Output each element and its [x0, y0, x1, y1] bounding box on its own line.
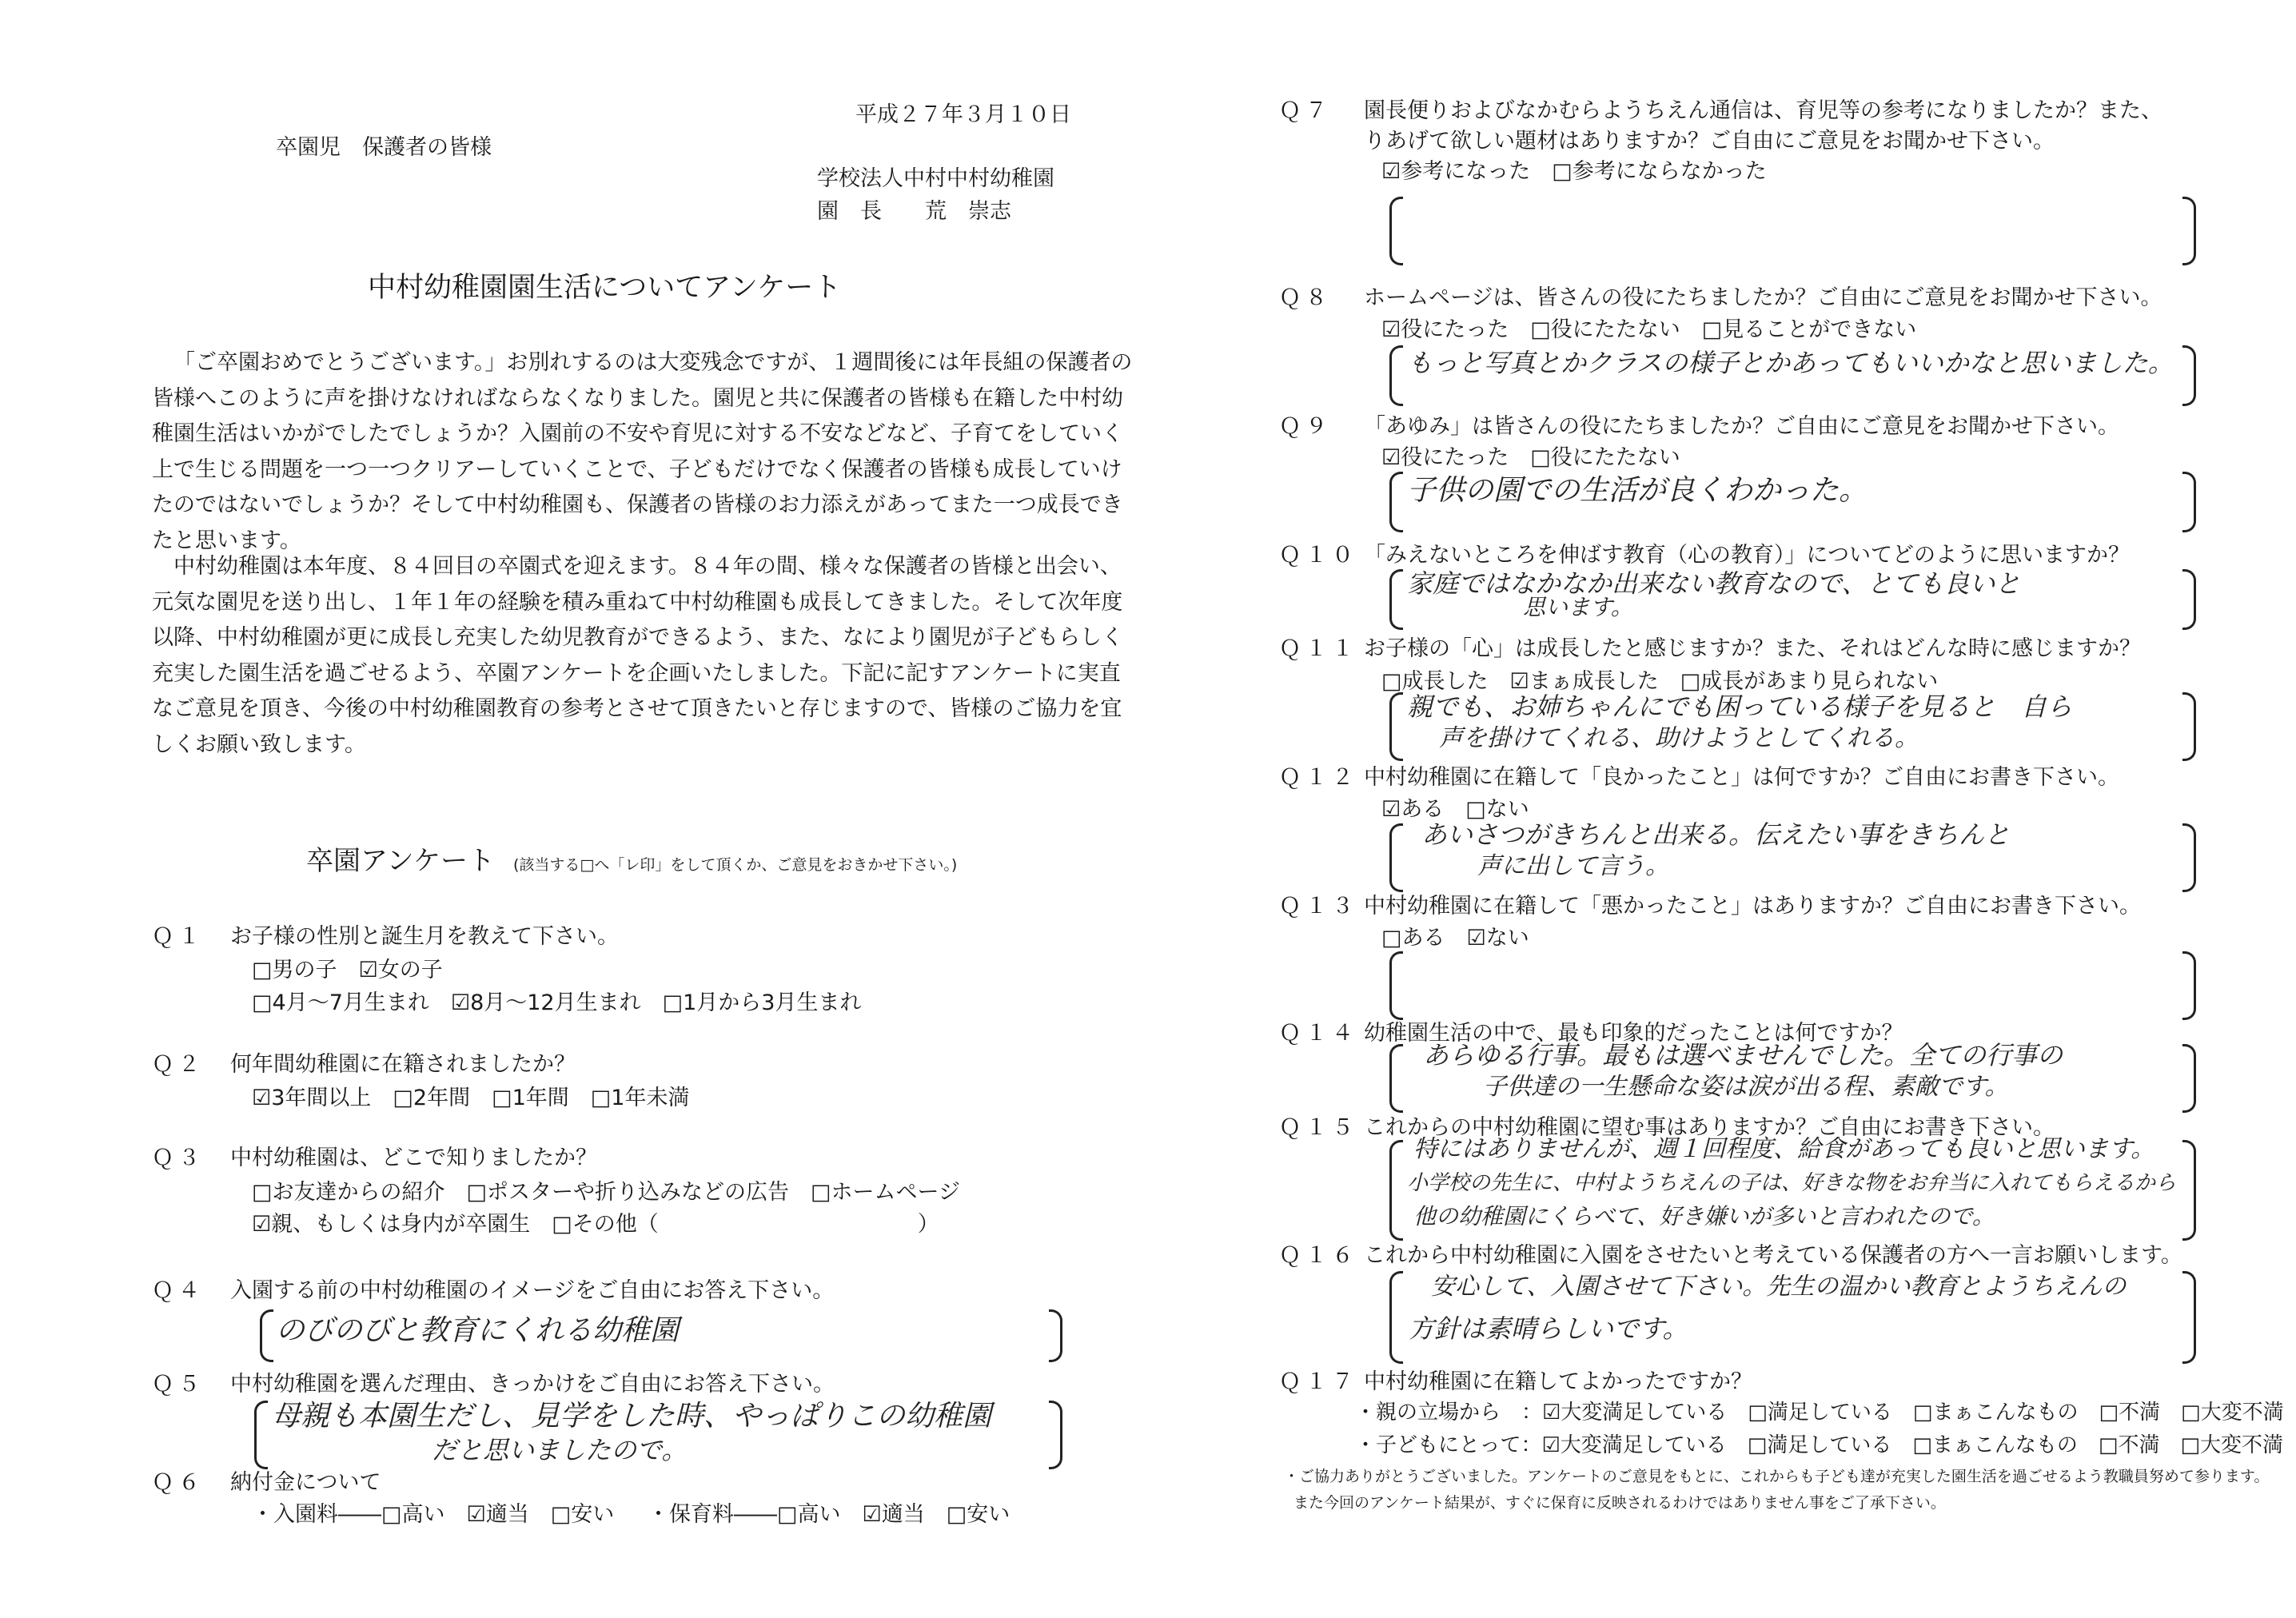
q9-options: ☑役にたった □役にたたない [1381, 445, 1680, 470]
q16-answer-bracket-left [1389, 1271, 1403, 1364]
q10-handwritten-answer-1: 家庭ではなかなか出来ない教育なので、とても良いと [1407, 568, 2021, 599]
q10-answer-bracket-left [1389, 569, 1403, 630]
q15-number: Ｑ１５ [1279, 1115, 1358, 1140]
q14-handwritten-answer-1: あらゆる行事。最もは選べませんでした。全ての行事の [1423, 1040, 2063, 1070]
q4-answer-bracket-right [1049, 1309, 1062, 1362]
q2-options: ☑3年間以上 □2年間 □1年間 □1年未満 [252, 1086, 690, 1110]
q1-options-birth: □4月～7月生まれ ☑8月～12月生まれ □1月から3月生まれ [252, 990, 862, 1015]
q8-answer-bracket-right [2182, 345, 2196, 406]
q15-question: これからの中村幼稚園に望む事はありますか？ご自由にお書き下さい。 [1364, 1115, 2055, 1140]
q12-answer-bracket-left [1389, 823, 1403, 892]
q12-answer-bracket-right [2182, 823, 2196, 892]
school-name: 学校法人中村中村幼稚園 [817, 166, 1054, 191]
q5-number: Ｑ５ [152, 1372, 205, 1397]
q3-options-1: □お友達からの紹介 □ポスターや折り込みなどの広告 □ホームページ [252, 1180, 960, 1205]
q2-question: 何年間幼稚園に在籍されましたか？ [230, 1052, 576, 1077]
q5-handwritten-answer-1: 母親も本園生だし、見学をした時、やっぱりこの幼稚園 [272, 1400, 992, 1433]
q11-answer-bracket-left [1389, 692, 1403, 761]
q6-options-entrance: ・入園料――□高い ☑適当 □安い [252, 1502, 615, 1527]
q9-number: Ｑ９ [1279, 414, 1332, 439]
q9-question: 「あゆみ」は皆さんの役にたちましたか？ご自由にご意見をお聞かせ下さい。 [1364, 414, 2119, 439]
q12-question: 中村幼稚園に在籍して「良かったこと」は何ですか？ご自由にお書き下さい。 [1364, 765, 2119, 790]
q3-options-2: ☑親、もしくは身内が卒園生 □その他（ ） [252, 1212, 939, 1237]
footer-note-1: ・ご協力ありがとうございました。アンケートのご意見をもとに、これからも子ども達が充実した園生活を過ごせるよう教職員努めて参ります。 [1284, 1468, 2270, 1485]
q5-answer-bracket-right [1049, 1401, 1062, 1469]
q13-number: Ｑ１３ [1279, 894, 1358, 919]
q16-handwritten-answer-2: 方針は素晴らしいです。 [1409, 1313, 1688, 1344]
q14-answer-bracket-left [1389, 1044, 1403, 1113]
q11-question: お子様の「心」は成長したと感じますか？また、それはどんな時に感じますか？ [1364, 636, 2141, 661]
q6-options-tuition: ・保育料――□高い ☑適当 □安い [648, 1502, 1010, 1527]
q6-number: Ｑ６ [152, 1470, 205, 1495]
q16-number: Ｑ１６ [1279, 1243, 1358, 1268]
page-title: 中村幼稚園園生活についてアンケート [368, 272, 842, 304]
q14-answer-bracket-right [2182, 1044, 2196, 1113]
q11-handwritten-answer-1: 親でも、お姉ちゃんにでも困っている様子を見ると 自ら [1407, 691, 2073, 722]
q12-number: Ｑ１２ [1279, 765, 1358, 790]
q11-handwritten-answer-2: 声を掛けてくれる、助けようとしてくれる。 [1439, 724, 1919, 752]
q14-handwritten-answer-2: 子供達の一生懸命な姿は涙が出る程、素敵です。 [1483, 1073, 2009, 1101]
survey-title: 卒園アンケート [306, 845, 495, 877]
q10-handwritten-answer-2: 思います。 [1523, 594, 1633, 620]
q15-answer-bracket-left [1389, 1140, 1403, 1241]
q14-question: 幼稚園生活の中で、最も印象的だったことは何ですか？ [1364, 1021, 1903, 1046]
q4-answer-bracket-left [260, 1309, 273, 1362]
q11-options: □成長した ☑まぁ成長した □成長があまり見られない [1381, 669, 1939, 694]
q8-options: ☑役にたった □役にたたない □見ることができない [1381, 317, 1917, 342]
q6-question: 納付金について [230, 1470, 381, 1495]
q8-handwritten-answer: もっと写真とかクラスの様子とかあってもいいかなと思いました。 [1407, 348, 2174, 378]
q8-question: ホームページは、皆さんの役にたちましたか？ご自由にご意見をお聞かせ下さい。 [1364, 285, 2162, 310]
footer-note-2: また今回のアンケート結果が、すぐに保育に反映されるわけではありません事をご了承下さい。 [1293, 1494, 1946, 1512]
q10-number: Ｑ１０ [1279, 543, 1358, 568]
q17-options-parent: ・親の立場から ：☑大変満足している □満足している □まぁこんなもの □不満 □大変不満 [1355, 1401, 2284, 1425]
q5-handwritten-answer-2: だと思いましたので。 [432, 1435, 688, 1465]
q7-answer-bracket-right [2182, 197, 2196, 265]
q7-options: ☑参考になった □参考にならなかった [1381, 159, 1767, 184]
q17-question: 中村幼稚園に在籍してよかったですか？ [1364, 1369, 1752, 1394]
recipient: 卒園児 保護者の皆様 [276, 135, 492, 160]
q11-answer-bracket-right [2182, 692, 2196, 761]
q9-answer-bracket-left [1389, 472, 1403, 532]
q12-handwritten-answer-2: 声に出して言う。 [1477, 852, 1669, 880]
q4-number: Ｑ４ [152, 1278, 205, 1303]
q5-answer-bracket-left [254, 1401, 268, 1469]
q13-answer-bracket-right [2182, 951, 2196, 1020]
intro-paragraph-1: 「ご卒園おめでとうございます。」お別れするのは大変残念ですが、１週間後には年長組の保護者の皆様へこのように声を掛けなければならなくなりました。園児と共に保護者の皆様も在籍した中村幼稚園生活はいかがでしたでしょうか？入園前の不安や育児に対する不安などなど、子育てをしていく上で生じる問題を一つ一つクリアーしていくことで、子どもだけでなく保護者の皆様も成長していけたのではないでしょうか？そして中村幼稚園も、保護者の皆様のお力添えがあってまた一つ成長できたと思います。 [152, 350, 1133, 553]
q15-handwritten-answer-3: 他の幼稚園にくらべて、好き嫌いが多いと言われたので。 [1413, 1203, 1995, 1229]
q9-answer-bracket-right [2182, 472, 2196, 532]
q7-question-1: 園長便りおよびなかむらようちえん通信は、育児等の参考になりましたか？また、 [1364, 98, 2162, 123]
q13-options: □ある ☑ない [1381, 926, 1529, 950]
q14-number: Ｑ１４ [1279, 1021, 1358, 1046]
q10-answer-bracket-right [2182, 569, 2196, 630]
q8-answer-bracket-left [1389, 345, 1403, 406]
q1-question: お子様の性別と誕生月を教えて下さい。 [230, 924, 619, 949]
q3-number: Ｑ３ [152, 1146, 205, 1170]
principal-name: 園 長 荒 崇志 [817, 199, 1011, 224]
q7-number: Ｑ７ [1279, 98, 1332, 123]
q13-question: 中村幼稚園に在籍して「悪かったこと」はありますか？ご自由にお書き下さい。 [1364, 894, 2141, 919]
q13-answer-bracket-left [1389, 951, 1403, 1020]
q4-question: 入園する前の中村幼稚園のイメージをご自由にお答え下さい。 [230, 1278, 835, 1303]
q9-handwritten-answer: 子供の園での生活が良くわかった。 [1407, 474, 1868, 507]
q4-handwritten-answer: のびのびと教育にくれる幼稚園 [276, 1314, 680, 1347]
q8-number: Ｑ８ [1279, 285, 1332, 310]
document-date: 平成２７年３月１０日 [855, 102, 1071, 127]
q16-handwritten-answer-1: 安心して、入園させて下さい。先生の温かい教育とようちえんの [1431, 1273, 2127, 1301]
q2-number: Ｑ２ [152, 1052, 205, 1077]
q3-question: 中村幼稚園は、どこで知りましたか？ [230, 1146, 597, 1170]
q11-number: Ｑ１１ [1279, 636, 1358, 661]
q1-options-gender: □男の子 ☑女の子 [252, 958, 443, 982]
q7-question-2: りあげて欲しい題材はありますか？ご自由にご意見をお聞かせ下さい。 [1364, 129, 2055, 153]
q7-answer-bracket-left [1389, 197, 1403, 265]
q16-question: これから中村幼稚園に入園をさせたいと考えている保護者の方へ一言お願いします。 [1364, 1243, 2182, 1268]
q12-handwritten-answer-1: あいさつがきちんと出来る。伝えたい事をきちんと [1421, 819, 2011, 850]
q15-handwritten-answer-1: 特にはありませんが、週１回程度、給食があっても良いと思います。 [1413, 1135, 2155, 1163]
q1-number: Ｑ１ [152, 924, 205, 949]
intro-paragraph-2: 中村幼稚園は本年度、８４回目の卒園式を迎えます。８４年の間、様々な保護者の皆様と出会い、元気な園児を送り出し、１年１年の経験を積み重ねて中村幼稚園も成長してきました。そして次年度以降、中村幼稚園が更に成長し充実した幼児教育ができるよう、また、なにより園児が子どもらしく充実した園生活を過ごせるよう、卒園アンケートを企画いたしました。下記に記すアンケートに実直なご意見を頂き、今後の中村幼稚園教育の参考とさせて頂きたいと存じますので、皆様のご協力を宜しくお願い致します。 [152, 554, 1123, 757]
q17-options-child: ・子どもにとって：☑大変満足している □満足している □まぁこんなもの □不満 □大変不満 [1355, 1433, 2284, 1457]
q15-answer-bracket-right [2182, 1140, 2196, 1241]
q10-question: 「みえないところを伸ばす教育（心の教育）」についてどのように思いますか？ [1364, 543, 2130, 568]
q17-number: Ｑ１７ [1279, 1369, 1358, 1394]
survey-instruction: (該当する□へ「レ印」をして頂くか、ご意見をおきかせ下さい。) [513, 856, 958, 874]
q15-handwritten-answer-2: 小学校の先生に、中村ようちえんの子は、好きな物をお弁当に入れてもらえるから [1407, 1171, 2177, 1195]
q5-question: 中村幼稚園を選んだ理由、きっかけをご自由にお答え下さい。 [230, 1372, 835, 1397]
q12-options: ☑ある □ない [1381, 797, 1529, 822]
q16-answer-bracket-right [2182, 1271, 2196, 1364]
